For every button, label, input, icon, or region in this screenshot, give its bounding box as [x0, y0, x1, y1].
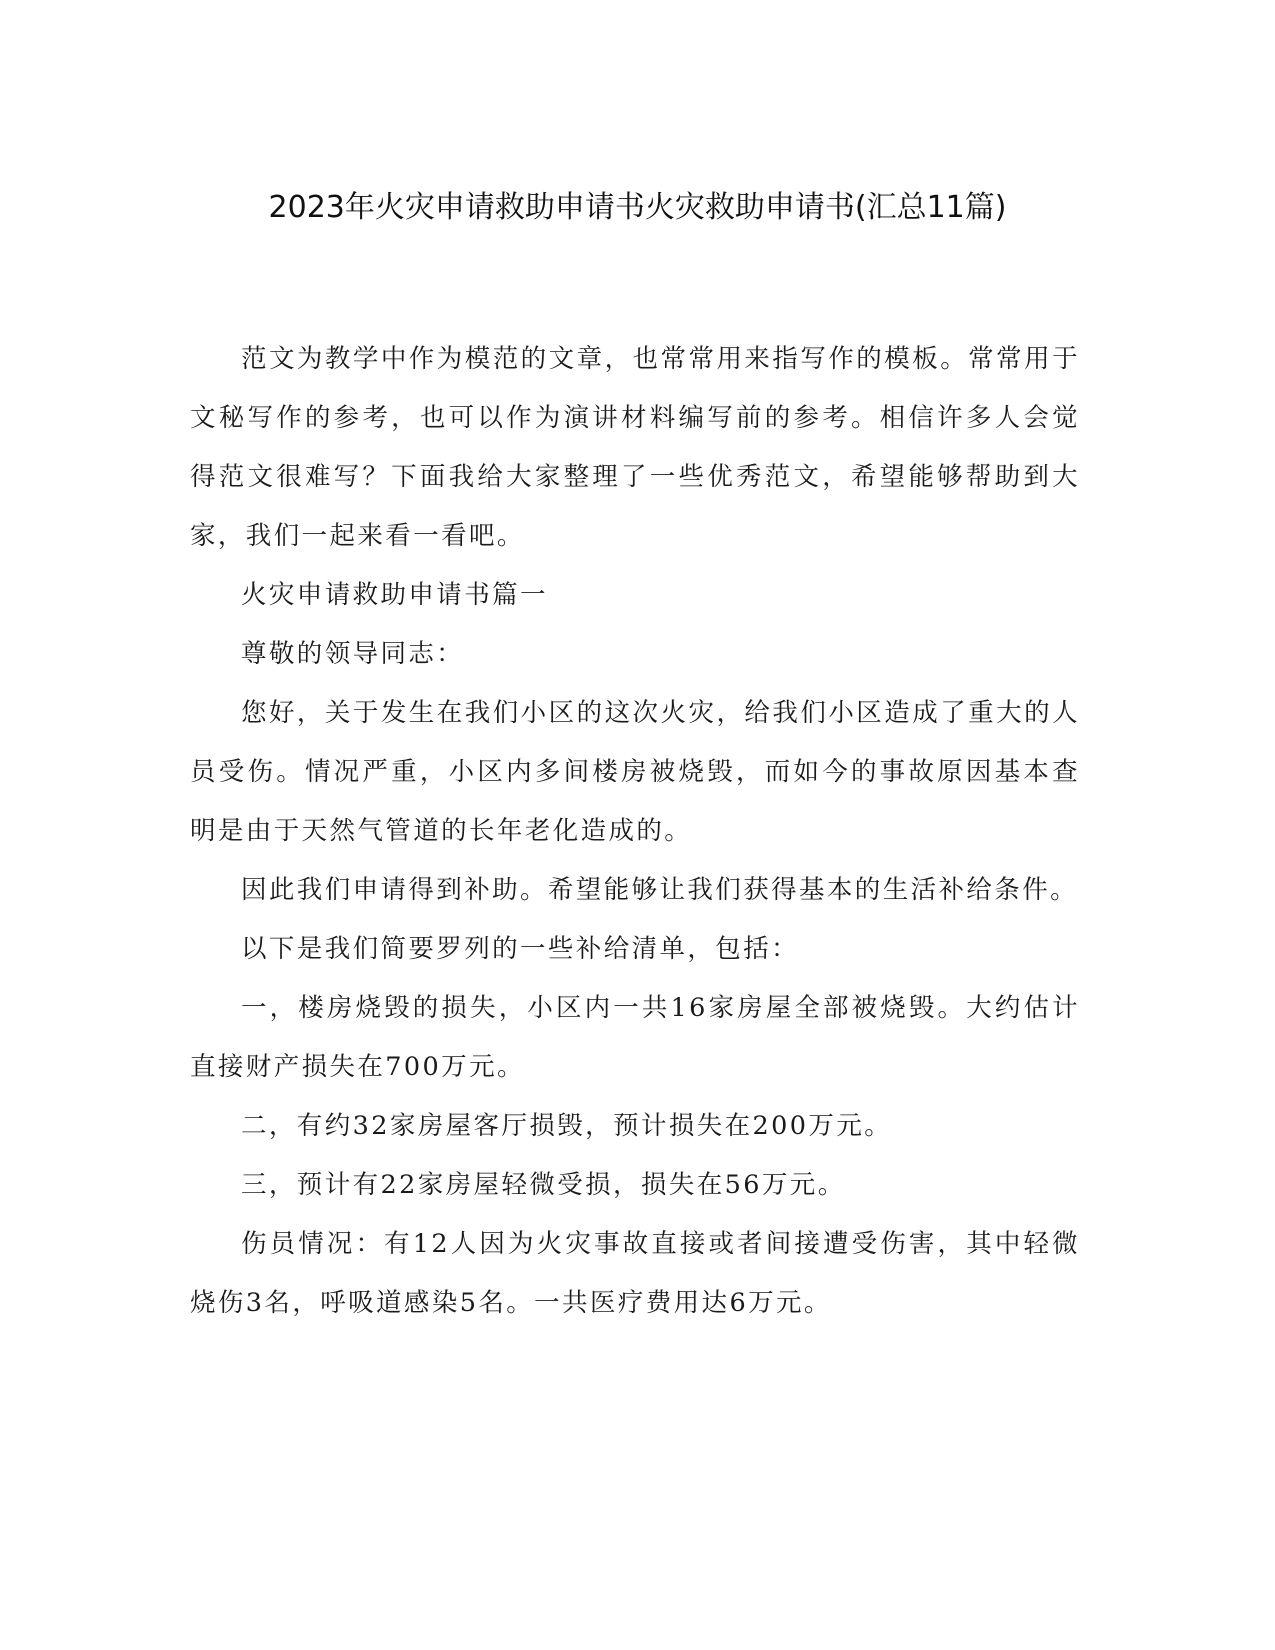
paragraph-item-two: 二，有约32家房屋客厅损毁，预计损失在200万元。	[241, 1111, 893, 1141]
paragraph-request: 因此我们申请得到补助。希望能够让我们获得基本的生活补给条件。	[241, 875, 1079, 905]
paragraph-intro: 范文为教学中作为模范的文章，也常常用来指写作的模板。常常用于文秘写作的参考，也可以作为演讲材料编写前的参考。相信许多人会觉得范文很难写？下面我给大家整理了一些优秀范文，希望能够帮助到大家，我们一起来看一看吧。	[190, 344, 1080, 551]
paragraph-section-heading: 火灾申请救助申请书篇一	[241, 580, 548, 610]
paragraph-salutation: 尊敬的领导同志：	[241, 639, 465, 669]
paragraph-item-one: 一，楼房烧毁的损失，小区内一共16家房屋全部被烧毁。大约估计直接财产损失在700万元。	[190, 993, 1080, 1082]
paragraph-item-three: 三，预计有22家房屋轻微受损，损失在56万元。	[241, 1170, 846, 1200]
paragraph-incident: 您好，关于发生在我们小区的这次火灾，给我们小区造成了重大的人员受伤。情况严重，小区内多间楼房被烧毁，而如今的事故原因基本查明是由于天然气管道的长年老化造成的。	[190, 698, 1080, 846]
paragraph-list-intro: 以下是我们简要罗列的一些补给清单，包括：	[241, 934, 800, 964]
paragraph-injuries: 伤员情况：有12人因为火灾事故直接或者间接遭受伤害，其中轻微烧伤3名，呼吸道感染5名。一共医疗费用达6万元。	[190, 1229, 1080, 1318]
document-body	[190, 330, 1080, 1333]
document-title: 2023年火灾申请救助申请书火灾救助申请书(汇总11篇)	[268, 190, 1007, 225]
